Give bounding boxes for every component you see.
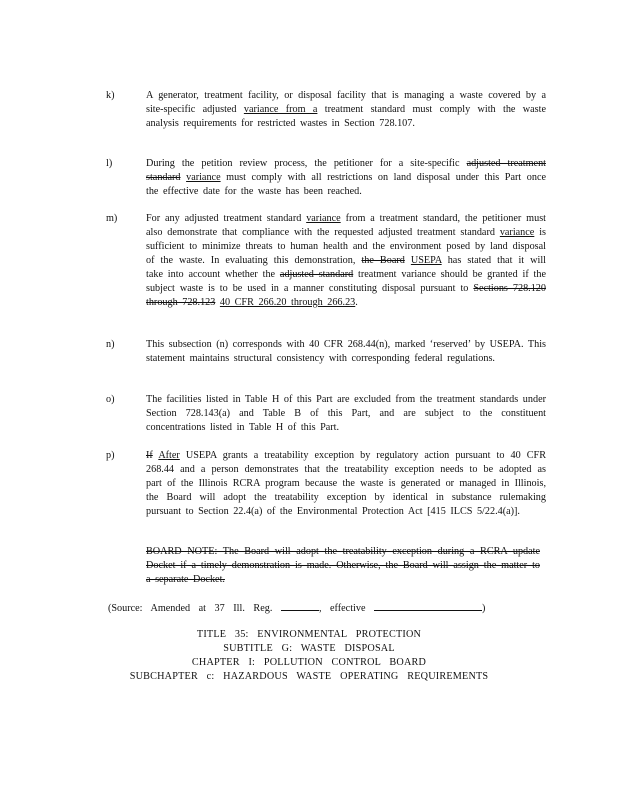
struck-text: the Board xyxy=(361,255,405,266)
heading-subtitle: SUBTITLE G: WASTE DISPOSAL xyxy=(223,643,395,654)
subsection-k xyxy=(106,89,546,131)
text-run: must comply with all restrictions on land disposal under this Part once the effective date for the waste has been reached. xyxy=(146,172,547,197)
board-note: BOARD NOTE: The Board will adopt the treatability exception during a RCRA update Docket if a timely demonstration is made. Otherwise, the Board will assign the matter to a separate Docket. xyxy=(146,546,540,585)
subsection-m xyxy=(106,212,546,310)
struck-text: adjusted treatment standard xyxy=(146,158,546,183)
subsection-letter: o) xyxy=(106,394,115,405)
text-run: A generator, treatment facility, or disposal facility that is managing a waste covered by a site-specific adjusted xyxy=(146,90,546,115)
source-line xyxy=(108,601,485,614)
subsection-letter: k) xyxy=(106,90,115,101)
inserted-text: USEPA xyxy=(410,255,442,266)
struck-text: Sections 728.120 through 728.123 xyxy=(146,283,546,308)
subsection-text xyxy=(146,89,546,131)
text-run: has stated that it will take into account whether the xyxy=(146,255,546,280)
text-run: from a treatment standard, the petitioner must also demonstrate that compliance with the requested adjusted treatment standard xyxy=(146,213,546,238)
text-run: is sufficient to minimize threats to human health and the environment posed by land disposal of the waste. In evaluating this demonstration, xyxy=(146,227,546,266)
subsection-letter: n) xyxy=(106,339,115,350)
text-run: USEPA grants a treatability exception by regulatory action pursuant to 40 CFR 268.44 and a person demonstrates that the treatability exception needs to be adopted as part of the Illinois RCRA program because the waste is generated or managed in Illinois, the Board will adopt the treatability exception by identical in substance rulemaking pursuant to Section 22.4(a) of the Environmental Protection Act [415 ILCS 5/22.4(a)]. xyxy=(146,450,547,517)
subsection-letter: m) xyxy=(106,213,118,224)
inserted-text: After xyxy=(158,450,180,461)
inserted-text: variance xyxy=(306,213,341,224)
subsection-text xyxy=(146,212,546,310)
text-run: For any adjusted treatment standard xyxy=(146,213,307,224)
inserted-text: variance from a xyxy=(243,104,318,115)
text-run: During the petition review process, the petitioner for a site-specific xyxy=(146,158,467,169)
subsection-letter: p) xyxy=(106,450,115,461)
text-run: treatment standard must comply with the waste analysis requirements for restricted wastes in Section 728.107. xyxy=(146,104,546,129)
struck-text: If xyxy=(146,450,153,461)
inserted-text: 40 CFR 266.20 through 266.23 xyxy=(219,297,356,308)
subsection-letter: l) xyxy=(106,158,113,169)
subsection-text xyxy=(146,449,546,519)
text-run: This subsection (n) corresponds with 40 CFR 268.44(n), marked ‘reserved’ by USEPA. This statement maintains structural consistency with corresponding federal regulations. xyxy=(146,339,546,364)
subsection-text xyxy=(146,393,546,435)
subsection-l xyxy=(106,157,546,199)
heading-chapter: CHAPTER I: POLLUTION CONTROL BOARD xyxy=(191,657,427,668)
register-page-blank xyxy=(281,601,319,611)
inserted-text: variance xyxy=(499,227,535,238)
text-run: treatment variance should be granted if the subject waste is to be used in a manner constituting disposal pursuant to xyxy=(146,269,547,294)
text-run: The facilities listed in Table H of this Part are excluded from the treatment standards under Section 728.143(a) and Table B of this Part, and are subject to the constituent concentrations listed in Table H of this Part. xyxy=(146,394,546,433)
subsection-text xyxy=(146,157,546,199)
text-run: . xyxy=(355,297,358,308)
subsection-n xyxy=(106,338,546,366)
subsection-o xyxy=(106,393,546,435)
source-text: Amended at 37 Ill. Reg. xyxy=(150,603,273,614)
subsection-p xyxy=(106,449,546,519)
subsection-text xyxy=(146,338,546,366)
source-comma: , xyxy=(318,603,322,614)
heading-subchapter: SUBCHAPTER c: HAZARDOUS WASTE OPERATING REQUIREMENTS xyxy=(129,671,489,682)
struck-text: adjusted standard xyxy=(279,269,354,280)
heading-title: TITLE 35: ENVIRONMENTAL PROTECTION xyxy=(196,629,422,640)
effective-date-blank xyxy=(374,601,482,611)
source-effective: effective xyxy=(330,603,366,614)
source-suffix: ) xyxy=(482,603,486,614)
source-prefix: (Source: xyxy=(108,603,143,614)
inserted-text: variance xyxy=(186,172,221,183)
